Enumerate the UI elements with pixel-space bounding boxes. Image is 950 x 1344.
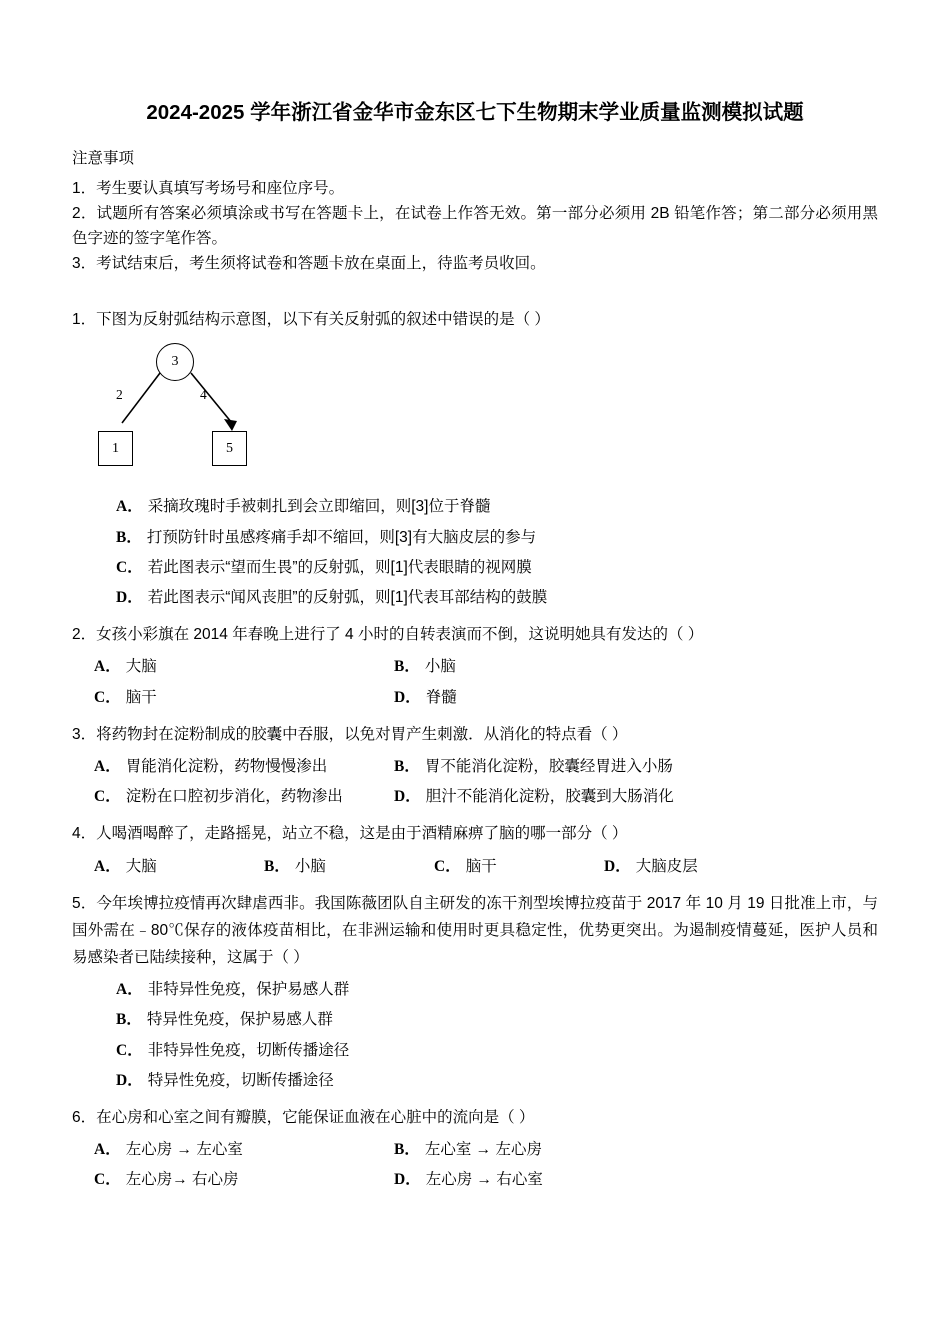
- option-row[interactable]: [116, 553, 878, 583]
- option-label: D．: [116, 1071, 143, 1089]
- option-row[interactable]: [604, 852, 698, 882]
- option-row[interactable]: [394, 652, 456, 682]
- option-text: 胃不能消化淀粉，胶囊经胃进入小肠: [424, 758, 673, 776]
- question-1-stem: 1．下图为反射弧结构示意图，以下有关反射弧的叙述中错误的是（ ）: [72, 311, 550, 329]
- diagram-node-1: 1: [98, 431, 133, 466]
- option-text: 小脑: [294, 857, 326, 875]
- option-text: 若此图表示“闻风丧胆”的反射弧，则[1]代表耳部结构的鼓膜: [147, 589, 548, 607]
- option-row[interactable]: [94, 752, 394, 782]
- question-4-options: [94, 852, 878, 882]
- option-text: 左心房→ 右心房: [125, 1171, 239, 1189]
- question-1-options: [94, 492, 878, 613]
- option-row[interactable]: [394, 1135, 542, 1165]
- option-text: 特异性免疫，切断传播途径: [147, 1071, 334, 1089]
- diagram-label-4: 4: [200, 387, 207, 403]
- option-label: A．: [94, 758, 121, 776]
- reflex-arc-diagram: [90, 343, 320, 478]
- question-6-stem: 6．在心房和心室之间有瓣膜，它能保证血液在心脏中的流向是（ ）: [72, 1109, 535, 1127]
- question-2-options: [94, 652, 878, 712]
- option-text: 大脑: [125, 857, 157, 875]
- option-row-group: [94, 1165, 878, 1195]
- option-label: C．: [94, 788, 121, 806]
- question-2-stem: 2．女孩小彩旗在 2014 年春晚上进行了 4 小时的自转表演而不倒，这说明她具有发达的（ ）: [72, 626, 704, 644]
- option-text: 脑干: [465, 857, 497, 875]
- option-row[interactable]: [94, 1165, 394, 1195]
- notice-line-2: 2．试题所有答案必须填涂或书写在答题卡上，在试卷上作答无效。第一部分必须用 2B 铅笔作答；第二部分必须用黑色字迹的签字笔作答。: [72, 205, 878, 248]
- diagram-label-2: 2: [116, 387, 123, 403]
- question-6-options: [94, 1135, 878, 1195]
- question-4-stem: 4．人喝酒喝醉了，走路摇晃，站立不稳，这是由于酒精麻痹了脑的哪一部分（ ）: [72, 825, 628, 843]
- question-3-options: [94, 752, 878, 812]
- option-row[interactable]: [394, 752, 673, 782]
- notice-heading: 注意事项: [72, 149, 135, 167]
- option-row[interactable]: [116, 523, 878, 553]
- question-5-options: [94, 975, 878, 1096]
- question-6: [72, 1104, 878, 1196]
- page-title: 2024-2025 学年浙江省金华市金东区七下生物期末学业质量监测模拟试题: [146, 101, 804, 124]
- option-row[interactable]: [264, 852, 434, 882]
- option-label: D．: [394, 688, 421, 706]
- option-label: A．: [94, 857, 121, 875]
- option-text: 脑干: [125, 688, 157, 706]
- option-row[interactable]: [94, 1135, 394, 1165]
- option-row[interactable]: [116, 1036, 878, 1066]
- option-row-group: [94, 852, 878, 882]
- option-label: C．: [434, 857, 461, 875]
- option-text: 若此图表示“望而生畏”的反射弧，则[1]代表眼睛的视网膜: [147, 558, 532, 576]
- notice-line-1: 1．考生要认真填写考场号和座位序号。: [72, 179, 345, 197]
- option-text: 大脑: [125, 658, 157, 676]
- option-label: B．: [116, 528, 142, 546]
- question-2: [72, 621, 878, 713]
- option-row[interactable]: [94, 683, 394, 713]
- diagram-node-3: 3: [156, 343, 194, 381]
- option-row[interactable]: [94, 852, 264, 882]
- option-label: C．: [94, 688, 121, 706]
- question-3-stem: 3．将药物封在淀粉制成的胶囊中吞服，以免对胃产生刺激．从消化的特点看（ ）: [72, 725, 628, 743]
- option-row[interactable]: [94, 782, 394, 812]
- option-label: B．: [116, 1011, 142, 1029]
- option-row[interactable]: [394, 683, 457, 713]
- option-label: C．: [116, 1041, 143, 1059]
- option-text: 小脑: [424, 658, 456, 676]
- option-text: 左心房 → 左心室: [125, 1141, 243, 1159]
- option-label: A．: [94, 658, 121, 676]
- option-row[interactable]: [116, 583, 878, 613]
- option-text: 淀粉在口腔初步消化，药物渗出: [125, 788, 343, 806]
- option-row[interactable]: [434, 852, 604, 882]
- option-row[interactable]: [394, 1165, 543, 1195]
- option-row[interactable]: [116, 492, 878, 522]
- option-text: 采摘玫瑰时手被刺扎到会立即缩回，则[3]位于脊髓: [147, 498, 491, 516]
- question-5-stem: 5．今年埃博拉疫情再次肆虐西非。我国陈薇团队自主研发的冻干剂型埃博拉疫苗于 2017 年 10 月 19 日批准上市，与国外需在﹣80℃保存的液体疫苗相比，在非洲运输和使用时更具稳定性，优势更突出。为遏制疫情蔓延，医护人员和易感染者已陆续接种，这属于（ ）: [72, 894, 878, 967]
- option-row-group: [94, 782, 878, 812]
- question-4: [72, 820, 878, 881]
- option-text: 胃能消化淀粉，药物慢慢渗出: [125, 758, 328, 776]
- option-label: C．: [116, 558, 143, 576]
- option-row[interactable]: [94, 652, 394, 682]
- option-label: A．: [94, 1141, 121, 1159]
- option-text: 特异性免疫，保护易感人群: [146, 1011, 333, 1029]
- option-text: 大脑皮层: [635, 857, 698, 875]
- option-text: 非特异性免疫，保护易感人群: [147, 981, 350, 999]
- option-text: 非特异性免疫，切断传播途径: [147, 1041, 350, 1059]
- option-label: D．: [394, 788, 421, 806]
- option-row-group: [94, 652, 878, 682]
- option-row[interactable]: [394, 782, 674, 812]
- option-row-group: [94, 1135, 878, 1165]
- option-row[interactable]: [116, 1066, 878, 1096]
- notice-line-3: 3．考试结束后，考生须将试卷和答题卡放在桌面上，待监考员收回。: [72, 255, 546, 273]
- diagram-node-5: 5: [212, 431, 247, 466]
- option-label: D．: [394, 1171, 421, 1189]
- option-label: B．: [394, 758, 420, 776]
- option-row-group: [94, 752, 878, 782]
- option-text: 胆汁不能消化淀粉，胶囊到大肠消化: [425, 788, 674, 806]
- option-label: D．: [116, 589, 143, 607]
- option-label: A．: [116, 981, 143, 999]
- option-label: D．: [604, 857, 631, 875]
- question-5: [72, 890, 878, 1096]
- option-row[interactable]: [116, 1005, 878, 1035]
- option-row-group: [94, 683, 878, 713]
- option-text: 脊髓: [425, 688, 457, 706]
- option-label: B．: [394, 1141, 420, 1159]
- option-text: 左心房 → 右心室: [425, 1171, 543, 1189]
- option-label: A．: [116, 498, 143, 516]
- option-label: C．: [94, 1171, 121, 1189]
- question-3: [72, 721, 878, 813]
- option-text: 左心室 → 左心房: [424, 1141, 542, 1159]
- option-text: 打预防针时虽感疼痛手却不缩回，则[3]有大脑皮层的参与: [146, 528, 537, 546]
- question-1: [72, 306, 878, 613]
- option-label: B．: [264, 857, 290, 875]
- option-label: B．: [394, 658, 420, 676]
- option-row[interactable]: [116, 975, 878, 1005]
